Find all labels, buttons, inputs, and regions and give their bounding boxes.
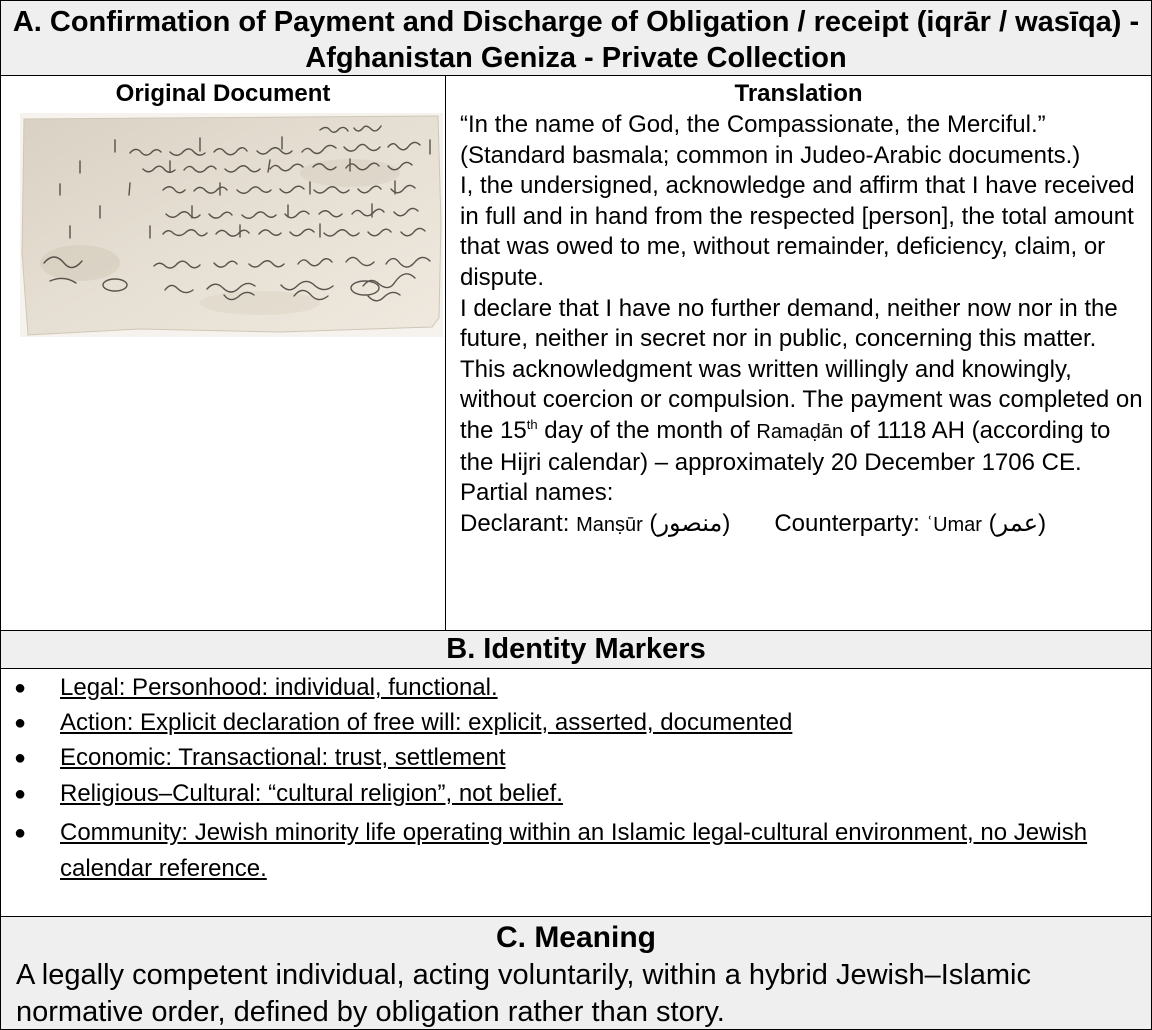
declarant-arabic: (منصور) <box>642 509 731 537</box>
acknowledgment-paragraph: I, the undersigned, acknowledge and affirm that I have received in full and in hand from the respected [person], the total amount that was owed to me, without remainder, deficiency, claim, or dispute. <box>460 172 1135 291</box>
section-c-box <box>0 916 1152 1030</box>
names-row <box>460 509 1150 541</box>
counterparty-arabic: (عمر) <box>981 509 1047 537</box>
payment-text-b: day of the month of <box>537 416 757 444</box>
meaning-text: A legally competent individual, acting voluntarily, within a hybrid Jewish–Islamic normative order, defined by obligation rather than story. <box>16 959 1031 1028</box>
marker-community[interactable] <box>1 815 1141 887</box>
translation-heading: Translation <box>734 80 863 107</box>
section-b-title: B. Identity Markers <box>446 633 706 665</box>
marker-text[interactable]: Economic: Transactional: trust, settlement <box>60 744 506 771</box>
original-document-column <box>1 76 445 630</box>
manuscript-image <box>20 113 443 337</box>
payment-text-c: of 1118 AH (according to the Hijri calendar) – approximately 20 December 1706 CE. <box>460 416 1111 476</box>
basmala-line: “In the name of God, the Compassionate, the Merciful.” <box>460 111 1046 138</box>
section-b-header <box>0 630 1152 669</box>
marker-economic[interactable] <box>1 740 1141 776</box>
ordinal-suffix: th <box>526 416 538 432</box>
marker-text[interactable]: Community: Jewish minority life operating within an Islamic legal-cultural environment, no Jewish calendar reference. <box>60 819 1088 882</box>
bullet-icon: ● <box>14 712 27 734</box>
counterparty-name: ʿUmar <box>926 513 982 536</box>
translation-column <box>446 76 1151 630</box>
section-a-title: A. Confirmation of Payment and Discharge of Obligation / receipt (iqrār / wasīqa) - Afghanistan Geniza - Private Collection <box>12 6 1140 74</box>
payment-date-paragraph <box>460 355 1150 478</box>
month-name: Ramaḍān <box>756 420 844 443</box>
bullet-icon: ● <box>14 677 27 699</box>
declarant-name: Manṣūr <box>576 513 643 536</box>
marker-text[interactable]: Legal: Personhood: individual, functional. <box>60 674 498 701</box>
section-c-title: C. Meaning <box>495 921 656 954</box>
payment-text-a: This acknowledgment was written willingly and knowingly, without coercion or compulsion. The payment was completed on the 15 <box>460 355 1143 444</box>
declarant-label: Declarant: <box>460 509 577 537</box>
partial-names-label: Partial names: <box>460 479 614 507</box>
bullet-icon: ● <box>14 783 27 805</box>
basmala-note: (Standard basmala; common in Judeo-Arabic documents.) <box>460 141 1081 169</box>
section-a-table <box>0 75 1152 631</box>
marker-text[interactable]: Religious–Cultural: “cultural religion”, not belief. <box>60 780 563 807</box>
marker-action[interactable] <box>1 705 1141 741</box>
bullet-icon: ● <box>14 822 27 844</box>
section-a-header <box>0 0 1152 76</box>
marker-text[interactable]: Action: Explicit declaration of free will: explicit, asserted, documented <box>60 709 793 736</box>
bullet-icon: ● <box>14 747 27 769</box>
identity-markers-box <box>0 668 1152 917</box>
translation-text <box>460 110 1150 540</box>
original-document-heading: Original Document <box>115 80 331 107</box>
marker-religious-cultural[interactable] <box>1 776 1141 812</box>
declaration-paragraph: I declare that I have no further demand, neither now nor in the future, neither in secret nor in public, concerning this matter. <box>460 294 1118 353</box>
marker-legal[interactable] <box>1 670 1141 706</box>
counterparty-label: Counterparty: <box>774 509 927 537</box>
